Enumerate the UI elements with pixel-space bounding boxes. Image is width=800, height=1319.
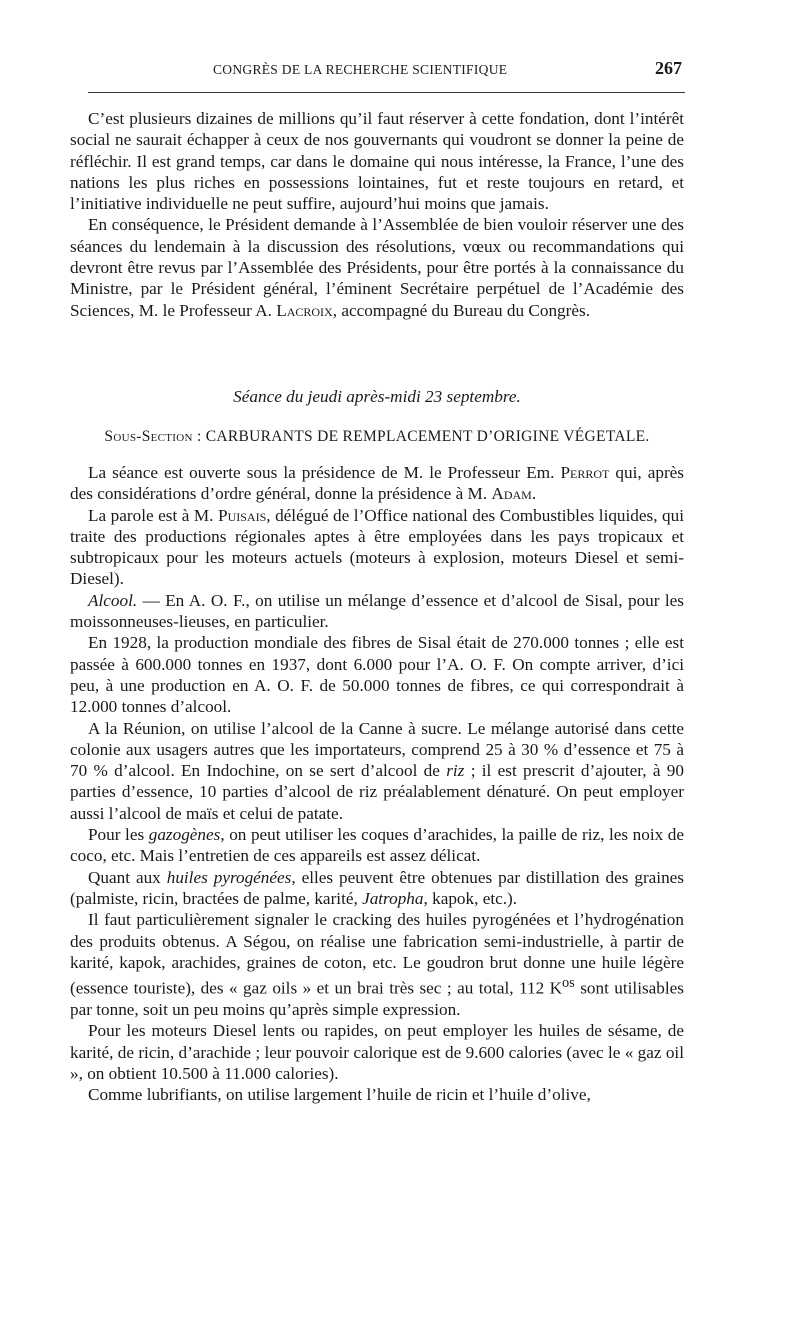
session-paragraph-4: En 1928, la production mondiale des fibres de Sisal était de 270.000 tonnes ; elle est passée à 600.000 tonnes en 1937, dont 6.000 pour l’A. O. F. On compte arriver, d’ici peu, à une production en A. O. F. de 50.000 tonnes de fibres, ce qui correspondrait à 12.000 tonnes d’alcool. — [70, 633, 684, 717]
running-header — [88, 58, 684, 86]
session-p1-text-c: . — [531, 484, 537, 504]
section-prefix: Sous-Section — [104, 428, 193, 445]
person-name-puisais: Puisais — [218, 505, 267, 525]
session-p8-text-b: sont utilisables par tonne, soit un peu moins qu’après simple expression. — [70, 978, 684, 1020]
session-p7-text-c: , kapok, etc.). — [423, 888, 518, 908]
person-name-adam: Adam — [491, 484, 532, 504]
session-p6-text-b: , on peut utiliser les coques d’arachides, la paille de riz, les noix de coco, etc. Mais l’entretien de ces appareils est assez délicat. — [70, 825, 685, 866]
header-rule — [88, 92, 685, 93]
term-riz: riz — [446, 761, 465, 781]
session-p1-text-a: La séance est ouverte sous la présidence de M. le Professeur Em. — [88, 463, 561, 482]
session-p8-text-a: Il faut particulièrement signaler le cracking des huiles pyrogénées et l’hydrogénation des produits obtenus. A Ségou, on réalise une fabrication semi-industrielle, à partir de karité, kapok, arachides, graines de coton, etc. Le goudron brut donne une huile légère (essence touriste), des « gaz oils » et un brai très sec ; au total, 112 K — [70, 910, 684, 998]
section-heading — [70, 428, 684, 446]
session-text — [70, 462, 684, 1106]
unit-superscript: os — [562, 975, 575, 992]
session-paragraph-2 — [70, 505, 684, 590]
alcool-label: Alcool. — [88, 590, 138, 610]
session-p2-text-a: La parole est à M. — [88, 505, 219, 525]
session-p2-text-b: , délégué de l’Office national des Combustibles liquides, qui traite des productions régionales aptes à être employées dans les pays tropicaux et subtropicaux pour les moteurs actuels (moteurs à explosion, moteurs Diesel et semi-Diesel). — [70, 505, 685, 589]
person-name-lacroix: Lacroix — [276, 300, 333, 320]
session-p5-text-a: A la Réunion, on utilise l’alcool de la Canne à sucre. Le mélange autorisé dans cette colonie aux usagers autres que les importateurs, comprend 25 à 30 % d’essence et 75 à 70 % d’alcool. En Indochine, on se sert d’alcool de — [70, 718, 684, 781]
intro-paragraph-2-text-a: En conséquence, le Président demande à l’Assemblée de bien vouloir réserver une des séances du lendemain à la discussion des résolutions, vœux ou recommandations qui devront être revus par l’Assemblée des Présidents, pour être portés à la connaissance du Ministre, par le Président général, l’éminent Secrétaire perpétuel de l’Académie des Sciences, M. le Professeur A. — [70, 215, 684, 320]
session-p7-text-a: Quant aux — [88, 867, 167, 887]
term-huiles-pyrogenees: huiles pyrogénées — [166, 867, 292, 887]
session-p1-text-b: qui, après des considérations d’ordre général, donne la présidence à M. — [70, 463, 684, 504]
term-jatropha: Jatropha — [362, 888, 424, 908]
intro-text — [70, 108, 684, 321]
session-paragraph-10: Comme lubrifiants, on utilise largement l’huile de ricin et l’huile d’olive, — [88, 1085, 591, 1105]
intro-paragraph-2-text-b: , accompagné du Bureau du Congrès. — [332, 300, 590, 320]
session-p6-text-a: Pour les — [88, 825, 149, 845]
session-p5-text-b: ; il est prescrit d’ajouter, à 90 parties d’essence, 10 parties d’alcool de riz préalablement dénaturé. On peut employer aussi l’alcool de maïs et celui de patate. — [70, 761, 684, 823]
person-name-perrot: Perrot — [560, 463, 610, 482]
session-paragraph-9: Pour les moteurs Diesel lents ou rapides, on peut employer les huiles de sésame, de karité, de ricin, d’arachide ; leur pouvoir calorique est de 9.600 calories (avec le « gaz oil », on obtient 10.500 à 11.000 calories). — [70, 1021, 684, 1084]
intro-paragraph-1: C’est plusieurs dizaines de millions qu’il faut réserver à cette fondation, dont l’intérêt social ne saurait échapper à ceux de nos gouvernants qui voudront se donner la peine de réfléchir. Il est grand temps, car dans le domaine qui nous intéresse, la France, l’une des nations les plus riches en possessions lointaines, fut et reste toujours en retard, et l’initiative individuelle ne peut suffire, aujourd’hui moins que jamais. — [70, 109, 684, 214]
session-p3-text: — En A. O. F., on utilise un mélange d’essence et d’alcool de Sisal, pour les moissonneuses-lieuses, en particulier. — [70, 590, 684, 632]
session-p7-text-b: , elles peuvent être obtenues par distillation des graines (palmiste, ricin, bractées de palme, karité, — [70, 867, 684, 908]
session-paragraph-3 — [70, 590, 684, 633]
running-title: CONGRÈS DE LA RECHERCHE SCIENTIFIQUE — [213, 62, 508, 77]
session-paragraph-7 — [70, 867, 684, 910]
session-paragraph-8 — [70, 909, 684, 1020]
session-paragraph-1 — [70, 462, 684, 505]
term-gazogenes: gazogènes — [148, 825, 221, 845]
seance-heading: Séance du jeudi après-midi 23 septembre. — [233, 387, 521, 406]
session-paragraph-6 — [70, 824, 684, 867]
section-title: : CARBURANTS DE REMPLACEMENT D’ORIGINE VÉGETALE. — [192, 428, 650, 445]
intro-paragraph-2 — [70, 214, 684, 320]
page-number: 267 — [655, 58, 682, 78]
session-paragraph-5 — [70, 718, 684, 824]
